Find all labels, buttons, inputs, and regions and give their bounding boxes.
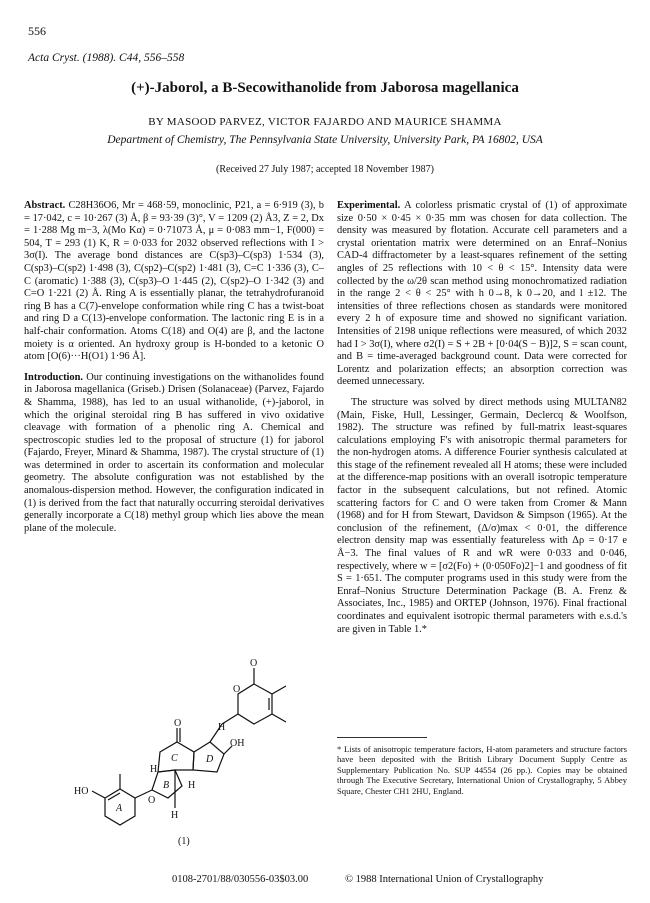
carbonyl-oxygen-label: O xyxy=(250,658,258,669)
lactone-oxygen-label: O xyxy=(233,684,241,695)
structure-caption: (1) xyxy=(178,836,190,847)
ho-bond xyxy=(92,791,105,798)
ring-c-label: C xyxy=(171,753,178,764)
right-column xyxy=(337,200,627,644)
h-label-1: H xyxy=(218,722,226,733)
experimental-paragraph-2 xyxy=(337,397,627,636)
article-title: (+)-Jaborol, a B-Secowithanolide from Jaborosa magellanica xyxy=(131,80,519,96)
abstract-paragraph xyxy=(24,200,324,364)
lactone-methyl-2 xyxy=(272,686,286,694)
introduction-label: Introduction. xyxy=(24,371,83,383)
affiliation: Department of Chemistry, The Pennsylvania State University, University Park, PA 16802, USA xyxy=(107,134,543,146)
left-column xyxy=(24,200,324,543)
ketone-oxygen-label: O xyxy=(174,718,182,729)
footnote: * Lists of anisotropic temperature factors, H-atom parameters and structure factors have been deposited with the British Library Document Supply Centre as Supplementary Publication No. SUP 44554 (26 pp.). Copies may be obtained through The Executive Secretary, International Union of Crystallography, 5 Abbey Square, Chester CH1 2HU, England. xyxy=(337,744,627,796)
h-label-2: H xyxy=(150,764,158,775)
journal-reference: Acta Cryst. (1988). C44, 556–558 xyxy=(28,52,185,64)
experimental-text-1: A colorless prismatic crystal of (1) of approximate size 0·50 × 0·45 × 0·35 mm was chosen for data collection. The density was measured by flotation. Accurate cell parameters and a crystal orientation matrix were determined on an Enraf–Nonius CAD-4 diffractometer by a least-squares refinement of the setting angles of 25 reflections with 10 < θ < 15°. Intensity data were collected by the ω/2θ scan method using monochromatized radiation in the range 2 < θ < 25° with h 0→8, k 0→20, and l ±12. The intensities of three reflections chosen as standards were monitored every 2 h of exposure time and showed no significant variation. Intensities of 2198 unique reflections were measured, of which 2032 had I > 3σ(I), where σ2(I) = S + 2B + [0·04(S − B)]2, S = scan count, and B = time-averaged background count. Data were corrected for Lorentz and polarization effects; an absorption correction was deemed unnecessary. xyxy=(337,200,627,388)
ring-d-label: D xyxy=(206,754,214,765)
ring-a-inner-bond xyxy=(108,793,120,800)
abstract-text: C28H36O6, Mr = 468·59, monoclinic, P21, a = 6·919 (3), b = 17·042, c = 10·267 (3) Å, β = 93·39 (3)°, V = 1209 (2) Å3, Z = 2, Dx = 1·288 Mg m−3, λ(Mo Kα) = 0·71073 Å, μ = 0·083 mm−1, F(000) = 504, T = 293 (1) K, R = 0·033 for 2032 observed reflections with I > 3σ(I). The average bond distances are C(sp3)–C(sp3) 1·534 (3), C(sp3)–C(sp2) 1·498 (3), C(sp2)–C(sp2) 1·481 (3), C=C 1·336 (3), C–C (aromatic) 1·388 (3), C(sp3)–O 1·445 (2), C(sp2)–O 1·342 (3) and C=O 1·221 (2) Å. Ring A is essentially planar, the tetrahydrofuranoid ring B has a C(7)-envelope conformation while ring C has a twist-boat and ring D a C(13)-envelope conformation. The lactonic ring E is in a half-chair conformation. Atoms C(18) and O(4) are β, and the lactone moiety is α oriented. An hydroxy group is H-bonded to a ketonic O atom [O(6)···H(O1) 1·96 Å]. xyxy=(24,200,324,363)
h-label-4: H xyxy=(171,810,179,821)
ring-a-label: A xyxy=(116,803,123,814)
ring-b-label: B xyxy=(163,780,170,791)
introduction-text: Our continuing investigations on the withanolides found in Jaborosa magellanica (Griseb.) Drisen (Solanaceae) (Parvez, Fajardo & Shamma, 1988), has led to an usual withanolide, (+)-jaborol, in which the original steroidal ring B has suffered in vivo oxidative cleavage with formation of a phenolic ring A. Chemical and spectroscopic studies led to the proposal of structure (1) for jaborol (Fajardo, Freyer, Minard & Shamma, 1987). The crystal structure of (1) was determined in order to ascertain its conformation and molecular geometry. The absolute configuration was not established by the anomalous-dispersion method. However, the configuration indicated in (1) is derived from the fact that naturally occurring steroidal derivatives generally incorporate a C(18) methyl group which lies above the mean plane of the molecule. xyxy=(24,371,324,534)
chemical-structure xyxy=(60,648,320,858)
author-list: BY MASOOD PARVEZ, VICTOR FAJARDO AND MAURICE SHAMMA xyxy=(148,116,502,128)
page-number: 556 xyxy=(28,24,46,38)
copyright: © 1988 International Union of Crystallography xyxy=(345,874,544,885)
h-label-3: H xyxy=(188,780,196,791)
experimental-label: Experimental. xyxy=(337,200,401,211)
footnote-divider xyxy=(337,737,427,738)
abstract-label: Abstract. xyxy=(24,200,66,211)
lactone-methyl-1 xyxy=(272,714,286,722)
oh-label: OH xyxy=(230,738,245,749)
experimental-paragraph xyxy=(337,200,627,389)
ring-b-oxygen-label: O xyxy=(148,795,156,806)
ho-label: HO xyxy=(74,786,89,797)
experimental-text-2: The structure was solved by direct methods using MULTAN82 (Main, Fiske, Hull, Lessinger, Germain, Declercq & Woolfson, 1982). The structure was refined by full-matrix least-squares calculations employing F's with anisotropic thermal parameters for the non-hydrogen atoms. A difference Fourier synthesis calculated at this stage of the refinement revealed all H atoms; these were included at the difference-map positions with an overall isotropic temperature factor in the subsequent calculations, but not refined. Atomic scattering factors for C and O were taken from Cromer & Mann (1968) and for H from Stewart, Davidson & Simpson (1965). At the conclusion of the refinement, (Δ/σ)max < 0·01, the difference electron density map was essentially featureless with Δρ = 0·17 e Å−3. The final values of R and wR were 0·033 and 0·046, respectively, where w = [σ2(Fo) + (0·050Fo)2]−1 and goodness of fit S = 1·651. The computer programs used in this study were from the Enraf–Nonius Structure Determination Package (B. A. Frenz & Associates, Inc., 1985) and ORTEP (Johnson, 1976). Final fractional coordinates and equivalent isotropic thermal parameters with e.s.d.'s are given in Table 1.* xyxy=(337,396,627,635)
ring-e-hexagon xyxy=(238,684,272,724)
article-code: 0108-2701/88/030556-03$03.00 xyxy=(172,874,309,885)
received-dates: (Received 27 July 1987; accepted 18 November 1987) xyxy=(216,164,434,175)
introduction-paragraph xyxy=(24,372,324,536)
